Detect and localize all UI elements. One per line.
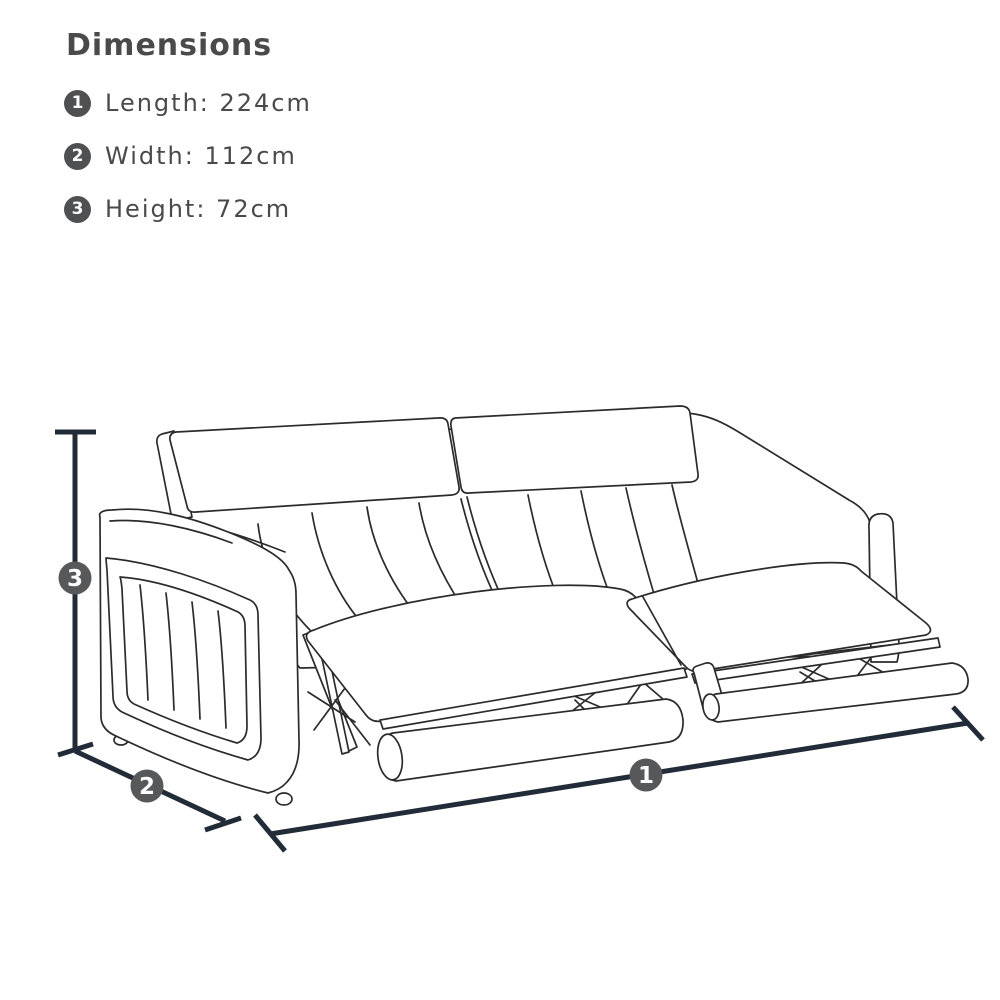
svg-text:1: 1 bbox=[637, 763, 655, 789]
left-arm-foot-rear bbox=[276, 793, 292, 805]
left-arm-outer-panel bbox=[100, 509, 299, 793]
svg-text:2: 2 bbox=[138, 774, 156, 800]
length-marker-badge bbox=[630, 759, 663, 792]
svg-text:3: 3 bbox=[66, 566, 84, 592]
legend-label-height: Height: 72cm bbox=[105, 195, 292, 223]
legend-badge-1: 1 bbox=[64, 90, 91, 117]
height-marker-badge bbox=[59, 562, 92, 595]
legend-label-length: Length: 224cm bbox=[105, 89, 312, 117]
left-arm bbox=[100, 509, 299, 793]
left-headrest bbox=[170, 418, 459, 512]
legend-badge-2: 2 bbox=[64, 143, 91, 170]
legend-badge-3: 3 bbox=[64, 196, 91, 223]
width-marker-badge bbox=[131, 770, 164, 803]
legend-label-width: Width: 112cm bbox=[105, 142, 297, 170]
right-headrest bbox=[451, 406, 698, 493]
page-title: Dimensions bbox=[66, 28, 273, 63]
